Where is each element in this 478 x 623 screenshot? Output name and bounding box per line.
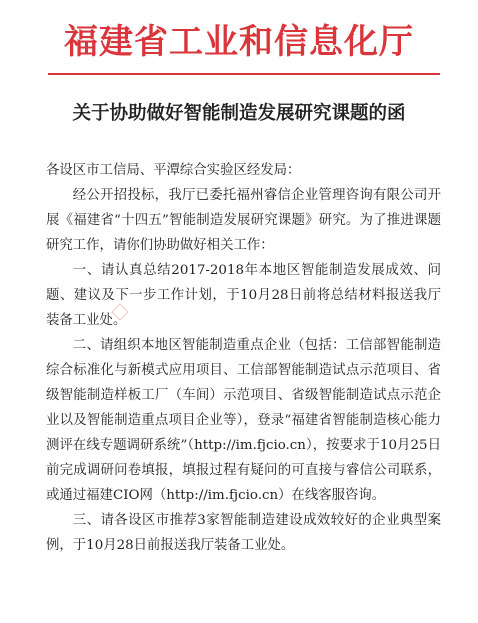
paragraph-item-1: 一、请认真总结2017-2018年本地区智能制造发展成效、问题、建议及下一步工作计划，于10月28日前将总结材料报送我厅装备工业处。 — [46, 263, 441, 328]
letterhead-divider — [48, 73, 440, 75]
paragraph-item-2: 二、请组织本地区智能制造重点企业（包括：工信部智能制造综合标准化与新模式应用项目、工信部智能制造试点示范项目、省级智能制造样板工厂（车间）示范项目、省级智能制造试点示范企业以及智能制造重点项目企业等），登录“福建省智能制造核心能力测评在线专题调研系统”（http://im.fjcio.cn），按要求于10月25日前完成调研问卷填报，填报过程有疑问的可直接与睿信公司联系，或通过福建CIO网（http://im.fjcio.cn）在线客服咨询。 — [46, 338, 441, 503]
paragraph-intro: 经公开招投标，我厅已委托福州睿信企业管理咨询有限公司开展《福建省“十四五”智能制造发展研究课题》研究。为了推进课题研究工作，请你们协助做好相关工作： — [46, 188, 441, 253]
document-body — [46, 158, 441, 558]
watermark-mark — [108, 300, 132, 324]
addressee-line: 各设区市工信局、平潭综合实验区经发局： — [46, 163, 301, 178]
document-title: 关于协助做好智能制造发展研究课题的函 — [72, 103, 406, 124]
paragraph-item-3: 三、请各设区市推荐3家智能制造建设成效较好的企业典型案例，于10月28日前报送我厅装备工业处。 — [46, 513, 441, 553]
letterhead-title: 福建省工业和信息化厅 — [64, 22, 414, 62]
